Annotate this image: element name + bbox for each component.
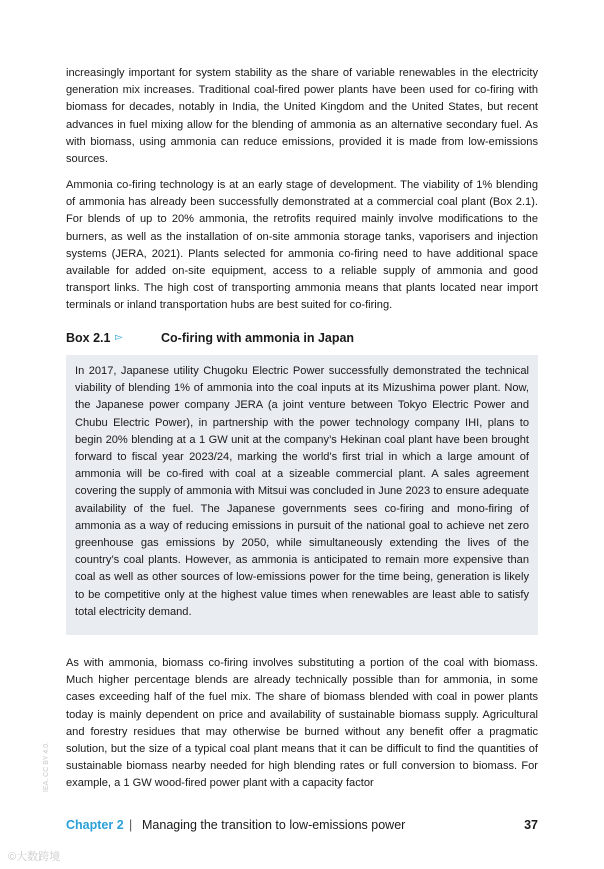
box-header: [66, 331, 538, 349]
watermark: ©大数跨境: [8, 851, 61, 863]
info-box: [66, 355, 538, 635]
body-paragraph-ammonia: Ammonia co-firing technology is at an early stage of development. The viability of 1% blending of ammonia has already been successfully demonstrated at a commercial coal plant (Box 2.1). For blends of up to 20% ammonia, the retrofits required mainly involve modifications to the burners, as well as the installation of on-site ammonia storage tanks, vaporisers and injection systems (JERA, 2021). Plants selected for ammonia co-firing need to have additional space available for added on-site equipment, access to a reliable supply of ammonia and good transport links. The high cost of transporting ammonia means that plants located near import terminals or inland transportation hubs are best suited for co-firing.: [66, 179, 538, 312]
page-number: 37: [524, 818, 538, 832]
page-footer: [66, 818, 538, 836]
box-title: Co-firing with ammonia in Japan: [161, 331, 355, 345]
triangle-marker-icon: ▻: [115, 332, 123, 343]
license-note: IEA. CC BY 4.0.: [43, 741, 50, 792]
box-label: Box 2.1: [66, 331, 111, 345]
chapter-title: Managing the transition to low-emissions power: [142, 818, 406, 832]
chapter-label: Chapter 2: [66, 818, 124, 832]
footer-separator: |: [129, 818, 133, 832]
box-text: In 2017, Japanese utility Chugoku Electric Power successfully demonstrated the technical viability of blending 1% of ammonia into the coal inputs at its Mizushima power plant. Now, the Japanese power company JERA (a joint venture between Tokyo Electric Power and Chubu Electric Power), in partnership with the power technology company IHI, plans to begin 20% blending at a 1 GW unit at the company’s Hekinan coal plant have been brought forward to fiscal year 2023/24, marking the world's first trial in which a large amount of ammonia will be co-fired with coal at a sizeable commercial plant. A sales agreement covering the supply of ammonia with Mitsui was concluded in June 2023 to ensure adequate availability of the fuel. The Japanese governments sees co-firing and mono-firing of ammonia as a way of reducing emissions in pursuit of the national goal to achieve net zero greenhouse gas emissions by 2050, while simultaneously extending the lives of the country’s coal plants. However, as ammonia is anticipated to remain more expensive than coal as well as other sources of low-emissions power for the time being, generation is likely to be competitive only at the highest value times when renewables are least able to satisfy total electricity demand.: [75, 365, 529, 618]
body-paragraph-biomass: As with ammonia, biomass co-firing involves substituting a portion of the coal with biomass. Much higher percentage blends are already technically possible than for ammonia, in some cases exceeding half of the fuel mix. The share of biomass blended with coal in power plants today is mainly dependent on price and availability of sustainable biomass supply. Agricultural and forestry residues that may otherwise be burned without any benefit offer a pragmatic solution, but the size of a typical coal plant means that it can be difficult to find the quantities of sustainable biomass nearby needed for high blending rates or full conversion to biomass. For example, a 1 GW wood-fired power plant with a capacity factor: [66, 657, 538, 790]
body-paragraph-intro: increasingly important for system stability as the share of variable renewables in the electricity generation mix increases. Traditional coal-fired power plants have been used for co-firing with biomass for decades, notably in India, the United Kingdom and the United States, but recent advances in fuel mixing allow for the blending of ammonia as an alternative secondary fuel. As with biomass, using ammonia can reduce emissions, provided it is made from low-emissions sources.: [66, 67, 538, 166]
